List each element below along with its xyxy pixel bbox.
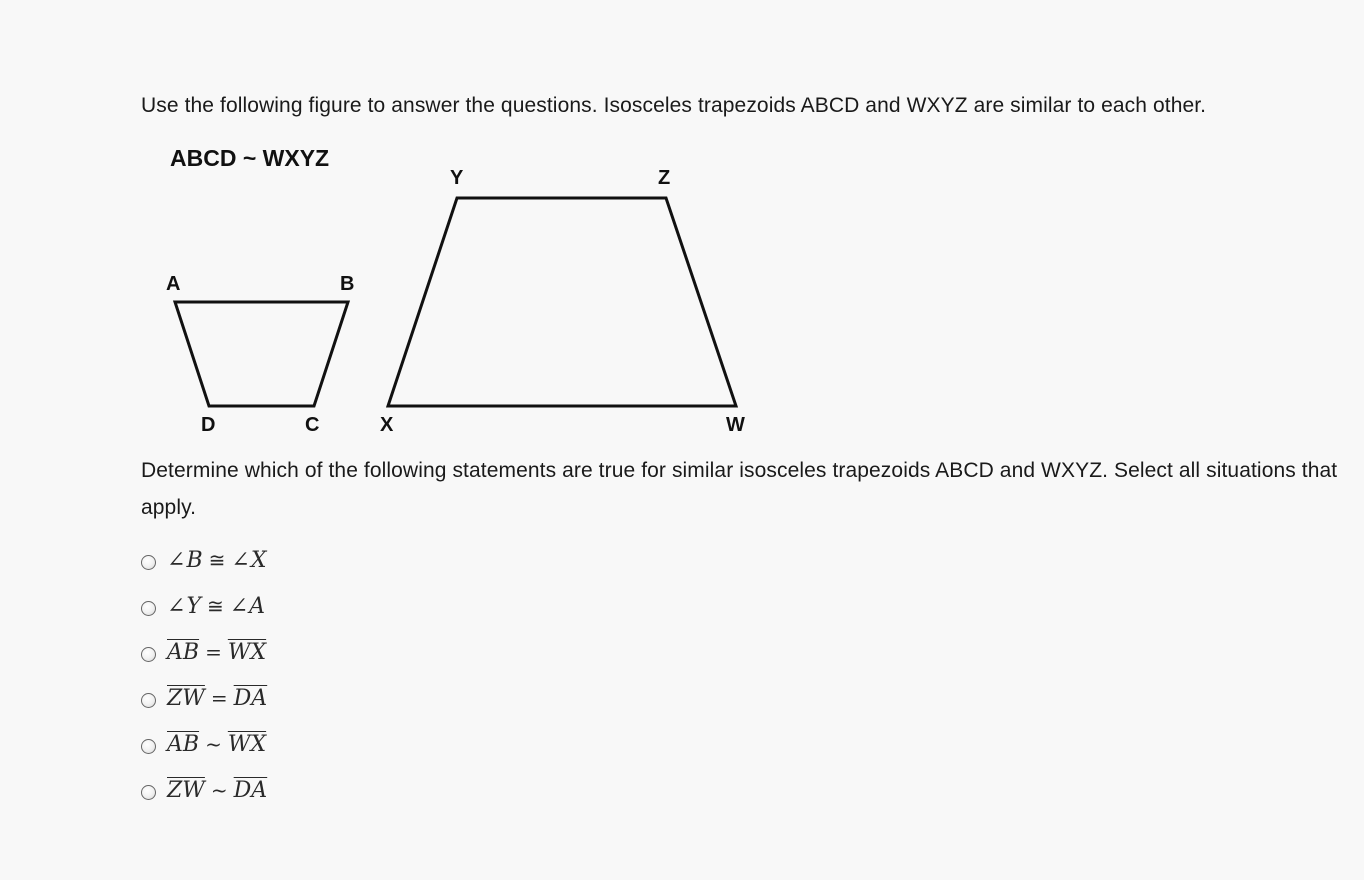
option-relation: ~: [210, 777, 228, 802]
radio-button[interactable]: [141, 785, 156, 800]
angle-icon: ∠: [167, 547, 186, 573]
question-prompt: Determine which of the following statements are true for similar isosceles trapezoids ABCD and WXYZ. Select all situations that apply.: [141, 459, 1338, 519]
option-right: $\overline{WX}$: [227, 731, 267, 757]
trapezoid-figure: [140, 138, 780, 443]
option-1[interactable]: [141, 537, 267, 583]
option-relation: ≅: [208, 547, 226, 572]
option-right: $\overline{DA}$: [233, 777, 268, 803]
option-relation: ~: [205, 731, 222, 756]
option-2[interactable]: [141, 583, 267, 629]
label-w: W: [726, 414, 745, 436]
label-b: B: [340, 273, 355, 295]
option-right: X: [250, 547, 267, 573]
option-relation: ≅: [206, 593, 224, 618]
radio-button[interactable]: [141, 647, 156, 662]
option-left: $\overline{ZW}$: [167, 685, 205, 711]
radio-button[interactable]: [141, 601, 156, 616]
option-label: [167, 640, 266, 665]
angle-icon: ∠: [231, 547, 250, 573]
option-left: $\overline{ZW}$: [167, 777, 205, 803]
option-label: [167, 686, 267, 711]
option-left: $\overline{AB}$: [167, 731, 200, 757]
label-c: C: [305, 414, 320, 436]
option-relation: =: [205, 639, 222, 664]
label-d: D: [201, 414, 216, 436]
trapezoid-wxyz: [388, 198, 736, 406]
option-relation: =: [210, 685, 228, 710]
option-5[interactable]: [141, 721, 267, 767]
option-right: $\overline{WX}$: [227, 639, 267, 665]
label-x: X: [380, 414, 394, 436]
label-a: A: [166, 273, 181, 295]
radio-button[interactable]: [141, 693, 156, 708]
angle-icon: ∠: [229, 593, 249, 619]
label-z: Z: [658, 167, 671, 189]
option-left: Y: [186, 593, 201, 619]
option-6[interactable]: [141, 767, 267, 813]
radio-button[interactable]: [141, 555, 156, 570]
question-intro: Use the following figure to answer the questions. Isosceles trapezoids ABCD and WXYZ are similar to each other.: [141, 94, 1207, 117]
option-label: [167, 548, 266, 573]
answer-options: [141, 537, 267, 813]
option-right: $\overline{DA}$: [233, 685, 268, 711]
figure-title: ABCD ~ WXYZ: [170, 145, 330, 171]
trapezoid-abcd: [175, 302, 348, 406]
option-label: [167, 732, 266, 757]
label-y: Y: [450, 167, 464, 189]
radio-button[interactable]: [141, 739, 156, 754]
angle-icon: ∠: [167, 593, 186, 619]
option-label: [167, 778, 267, 803]
option-4[interactable]: [141, 675, 267, 721]
option-right: A: [249, 593, 266, 619]
option-label: [167, 594, 265, 619]
option-left: $\overline{AB}$: [167, 639, 200, 665]
option-3[interactable]: [141, 629, 267, 675]
option-left: B: [186, 547, 203, 573]
